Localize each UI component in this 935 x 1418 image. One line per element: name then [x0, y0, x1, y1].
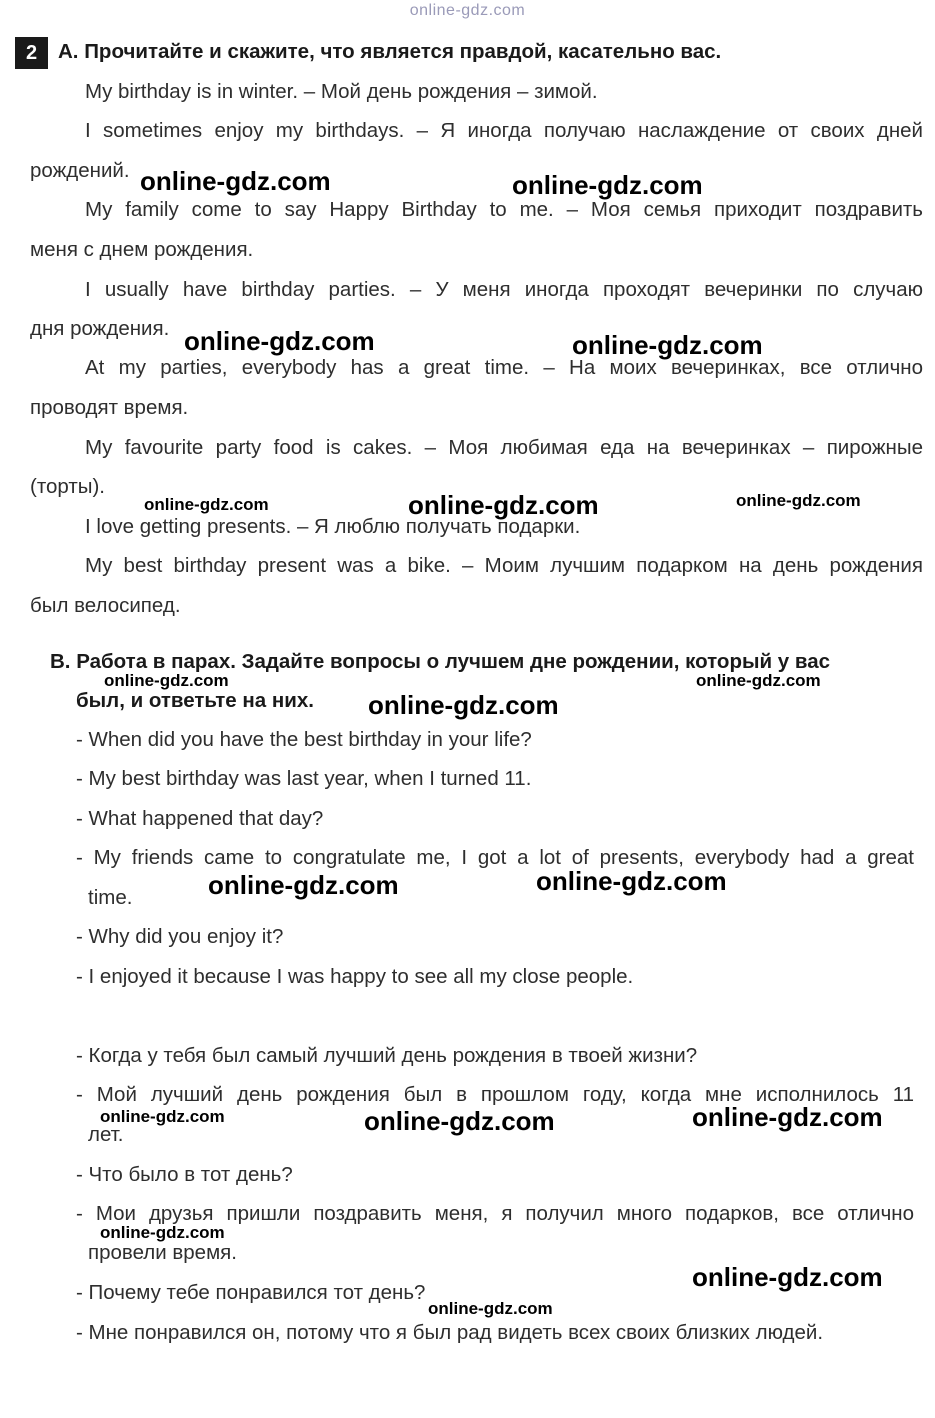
dialog-line: - I enjoyed it because I was happy to see all my close people. — [76, 965, 634, 988]
text-line: My birthday is in winter. – Мой день рождения – зимой. — [85, 80, 598, 103]
watermark: online-gdz.com — [572, 330, 763, 360]
watermark: online-gdz.com — [140, 166, 331, 196]
text-line: My best birthday present was a bike. – Моим лучшим подарком на день рождения — [85, 554, 923, 577]
text-line: меня с днем рождения. — [30, 238, 254, 261]
text-line: I love getting presents. – Я люблю получать подарки. — [85, 515, 581, 538]
dialog-line: - Мой лучший день рождения был в прошлом году, когда мне исполнилось 11 — [76, 1083, 914, 1106]
watermark: online-gdz.com — [144, 495, 269, 514]
watermark: online-gdz.com — [692, 1102, 883, 1132]
part-a-heading: A. Прочитайте и скажите, что является правдой, касательно вас. — [58, 40, 722, 63]
watermark: online-gdz.com — [536, 866, 727, 896]
watermark: online-gdz.com — [368, 690, 559, 720]
exercise-number-badge: 2 — [15, 37, 48, 69]
watermark: online-gdz.com — [428, 1299, 553, 1318]
dialog-line: - Мои друзья пришли поздравить меня, я получил много подарков, все отлично — [76, 1202, 914, 1225]
text-line: дня рождения. — [30, 317, 170, 340]
dialog-line: - What happened that day? — [76, 807, 324, 830]
watermark: online-gdz.com — [364, 1106, 555, 1136]
dialog-line: - Почему тебе понравился тот день? — [76, 1281, 426, 1304]
watermark: online-gdz.com — [104, 671, 229, 690]
text-line: I usually have birthday parties. – У меня иногда проходят вечеринки по случаю — [85, 278, 923, 301]
watermark: online-gdz.com — [692, 1262, 883, 1292]
text-line: I sometimes enjoy my birthdays. – Я иногда получаю наслаждение от своих дней — [85, 119, 923, 142]
site-header: online-gdz.com — [409, 2, 526, 19]
text-line: был велосипед. — [30, 594, 181, 617]
dialog-line: - Что было в тот день? — [76, 1163, 293, 1186]
part-b-heading-line1: B. Работа в парах. Задайте вопросы о лучшем дне рождении, который у вас — [50, 650, 831, 673]
dialog-line: - Когда у тебя был самый лучший день рождения в твоей жизни? — [76, 1044, 698, 1067]
dialog-line: - Why did you enjoy it? — [76, 925, 284, 948]
watermark: online-gdz.com — [696, 671, 821, 690]
dialog-line: - Мне понравился он, потому что я был рад видеть всех своих близких людей. — [76, 1321, 824, 1344]
watermark: online-gdz.com — [100, 1223, 225, 1242]
text-line: My family come to say Happy Birthday to me. – Моя семья приходит поздравить — [85, 198, 923, 221]
text-line: проводят время. — [30, 396, 189, 419]
text-line: At my parties, everybody has a great time. – На моих вечеринках, все отлично — [85, 356, 923, 379]
watermark: online-gdz.com — [512, 170, 703, 200]
dialog-line: провели время. — [88, 1241, 237, 1264]
dialog-line: - My friends came to congratulate me, I got a lot of presents, everybody had a great — [76, 846, 914, 869]
dialog-line: лет. — [88, 1123, 124, 1146]
watermark: online-gdz.com — [736, 491, 861, 510]
dialog-line: - My best birthday was last year, when I turned 11. — [76, 767, 532, 790]
watermark: online-gdz.com — [208, 870, 399, 900]
dialog-line: - When did you have the best birthday in your life? — [76, 728, 532, 751]
part-b-heading-line2: был, и ответьте на них. — [76, 689, 314, 712]
dialog-line: time. — [88, 886, 133, 909]
watermark: online-gdz.com — [100, 1107, 225, 1126]
text-line: рождений. — [30, 159, 130, 182]
watermark: online-gdz.com — [184, 326, 375, 356]
watermark: online-gdz.com — [408, 490, 599, 520]
text-line: (торты). — [30, 475, 105, 498]
text-line: My favourite party food is cakes. – Моя любимая еда на вечеринках – пирожные — [85, 436, 923, 459]
